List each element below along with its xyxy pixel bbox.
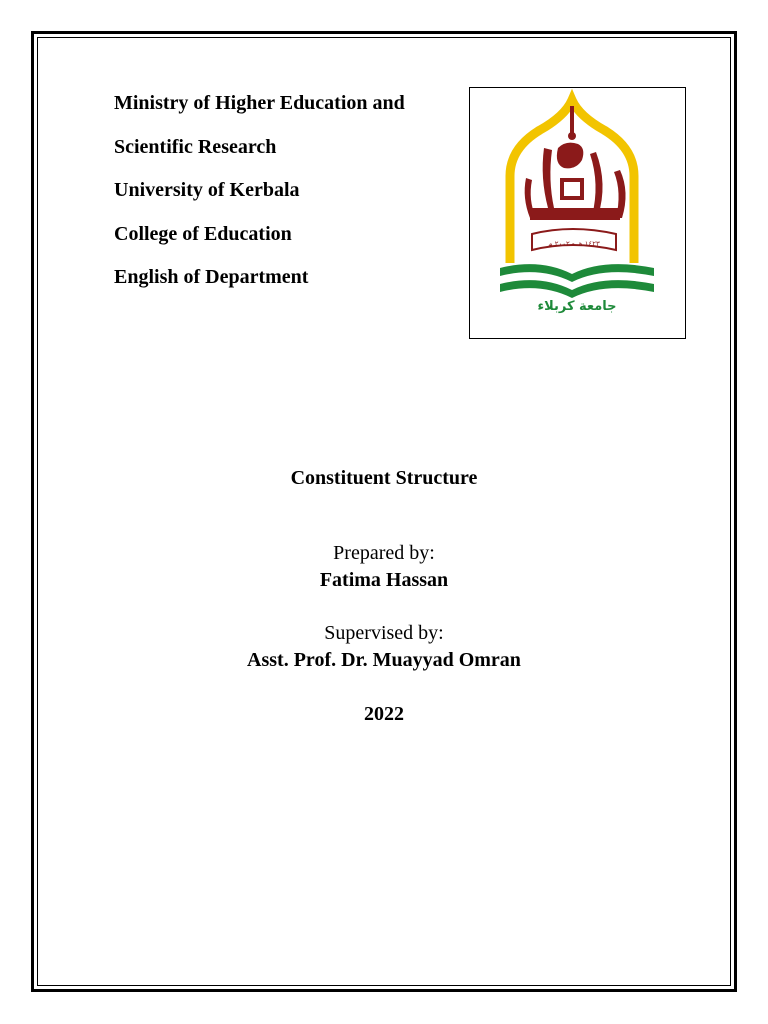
ministry-line-2: Scientific Research (114, 135, 277, 158)
university-line: University of Kerbala (114, 179, 300, 201)
ministry-line-1: Ministry of Higher Education and (114, 92, 405, 114)
college-line: College of Education (114, 222, 292, 245)
author-name: Fatima Hassan (319, 569, 449, 591)
document-title: Constituent Structure (290, 467, 478, 489)
supervisor-name: Asst. Prof. Dr. Muayyad Omran (247, 649, 521, 671)
university-logo-emblem (470, 88, 685, 338)
logo-date: ١٤٢٣ هـ - ٢٠٠٢ م (548, 240, 600, 248)
document-year: 2022 (364, 703, 404, 725)
prepared-by-label: Prepared by: (333, 542, 435, 564)
supervised-by-label: Supervised by: (324, 622, 444, 644)
logo-arabic-name: جامعة كربلاء (537, 299, 617, 314)
university-logo (469, 87, 686, 339)
department-line: English of Department (114, 266, 309, 288)
institution-header (114, 92, 464, 310)
